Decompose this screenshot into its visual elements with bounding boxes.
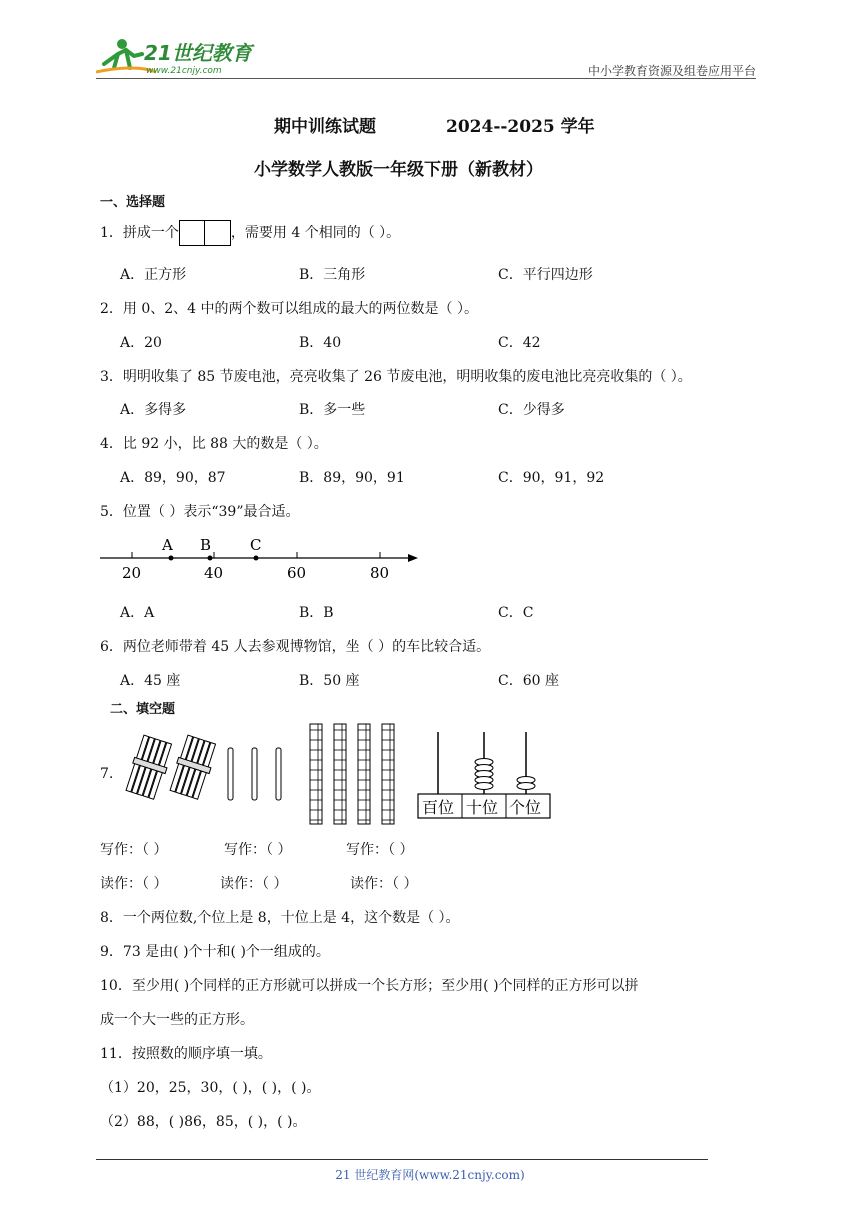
q5-option-b[interactable]: B．B xyxy=(299,605,334,621)
q2-option-c[interactable]: C．42 xyxy=(498,335,541,351)
q7-write-1[interactable]: 写作：（ ） xyxy=(100,842,168,858)
tick-label-60: 60 xyxy=(287,564,307,582)
question-10-line1: 10．至少用( )个同样的正方形就可以拼成一个长方形；至少用( )个同样的正方形可以拼 xyxy=(100,978,639,994)
arrow-icon xyxy=(408,554,418,562)
question-4: 4．比 92 小，比 88 大的数是（ ）。 xyxy=(100,436,328,452)
stick-bundle-icon xyxy=(124,735,218,801)
tick-label-20: 20 xyxy=(122,564,142,582)
q4-option-a[interactable]: A．89，90，87 xyxy=(120,470,226,486)
logo-url: www.21cnjy.com xyxy=(146,66,222,76)
question-9: 9．73 是由( )个十和( )个一组成的。 xyxy=(100,944,330,960)
ten-block-icon xyxy=(310,724,394,824)
point-label-b: B xyxy=(200,536,212,554)
question-1-prefix: 1．拼成一个 xyxy=(100,225,179,241)
abacus-label-tens: 十位 xyxy=(466,798,499,817)
ten-blocks-figure xyxy=(306,720,406,832)
question-10-line2: 成一个大一些的正方形。 xyxy=(100,1012,254,1028)
question-7-number: 7. xyxy=(100,766,114,782)
q7-read-3[interactable]: 读作：（ ） xyxy=(350,876,418,892)
title-line1-right: 2024--2025 学年 xyxy=(446,117,595,137)
point-label-a: A xyxy=(162,536,173,554)
question-11-part1: （1）20，25，30，( )，( )，( )。 xyxy=(100,1080,321,1096)
question-1-suffix: ，需要用 4 个相同的（ ）。 xyxy=(230,225,401,241)
q4-option-b[interactable]: B．89，90，91 xyxy=(299,470,405,486)
q6-option-a[interactable]: A．45 座 xyxy=(120,673,181,689)
q2-option-b[interactable]: B．40 xyxy=(299,335,342,351)
q7-read-1[interactable]: 读作：（ ） xyxy=(100,876,168,892)
abacus-label-hundreds: 百位 xyxy=(422,798,455,817)
platform-label: 中小学教育资源及组卷应用平台 xyxy=(587,64,756,78)
point-b xyxy=(208,556,213,561)
q5-option-a[interactable]: A．A xyxy=(120,605,155,621)
section-heading-choice: 一、选择题 xyxy=(100,195,166,210)
header-divider xyxy=(96,78,756,79)
abacus-figure xyxy=(416,726,552,826)
section-heading-fill: 二、填空题 xyxy=(110,702,176,717)
q6-option-c[interactable]: C．60 座 xyxy=(498,673,559,689)
point-label-c: C xyxy=(250,536,262,554)
q4-option-c[interactable]: C．90，91，92 xyxy=(498,470,605,486)
q7-write-2[interactable]: 写作：（ ） xyxy=(224,842,292,858)
point-c xyxy=(254,556,259,561)
footer-divider xyxy=(96,1159,708,1160)
number-line xyxy=(98,534,428,588)
rectangle-figure xyxy=(179,220,231,246)
title-line2: 小学数学人教版一年级下册（新教材） xyxy=(254,160,543,180)
q1-option-c[interactable]: C．平行四边形 xyxy=(498,267,593,283)
q7-read-2[interactable]: 读作：（ ） xyxy=(220,876,288,892)
q1-option-a[interactable]: A．正方形 xyxy=(120,267,187,283)
stick-bundles-figure xyxy=(122,734,292,808)
point-a xyxy=(169,556,174,561)
q1-option-b[interactable]: B．三角形 xyxy=(299,267,366,283)
tick-label-40: 40 xyxy=(204,564,224,582)
question-3: 3．明明收集了 85 节废电池，亮亮收集了 26 节废电池，明明收集的废电池比亮亮收集的（ ）。 xyxy=(100,369,692,385)
logo-text: 21世纪教育 xyxy=(144,41,252,65)
q7-write-3[interactable]: 写作：（ ） xyxy=(346,842,414,858)
abacus-label-ones: 个位 xyxy=(509,798,542,817)
q3-option-a[interactable]: A．多得多 xyxy=(120,402,187,418)
question-6: 6．两位老师带着 45 人去参观博物馆，坐（ ）的车比较合适。 xyxy=(100,639,491,655)
question-8: 8．一个两位数,个位上是 8，十位上是 4，这个数是（ ）。 xyxy=(100,910,460,926)
title-line1-left: 期中训练试题 xyxy=(274,117,376,137)
question-5: 5．位置（ ）表示“39”最合适。 xyxy=(100,504,300,520)
q5-option-c[interactable]: C．C xyxy=(498,605,534,621)
question-1 xyxy=(100,220,400,246)
q2-option-a[interactable]: A．20 xyxy=(120,335,162,351)
question-11-part2: （2）88，( )86，85，( )，( )。 xyxy=(100,1114,307,1130)
footer-text[interactable]: 21 世纪教育网(www.21cnjy.com) xyxy=(335,1168,525,1182)
single-stick-icon xyxy=(228,748,281,800)
site-logo xyxy=(96,34,256,78)
q6-option-b[interactable]: B．50 座 xyxy=(299,673,360,689)
q3-option-c[interactable]: C．少得多 xyxy=(498,402,565,418)
question-11: 11．按照数的顺序填一填。 xyxy=(100,1046,272,1062)
question-2: 2．用 0、2、4 中的两个数可以组成的最大的两位数是（ ）。 xyxy=(100,301,478,317)
tick-label-80: 80 xyxy=(370,564,390,582)
q3-option-b[interactable]: B．多一些 xyxy=(299,402,366,418)
